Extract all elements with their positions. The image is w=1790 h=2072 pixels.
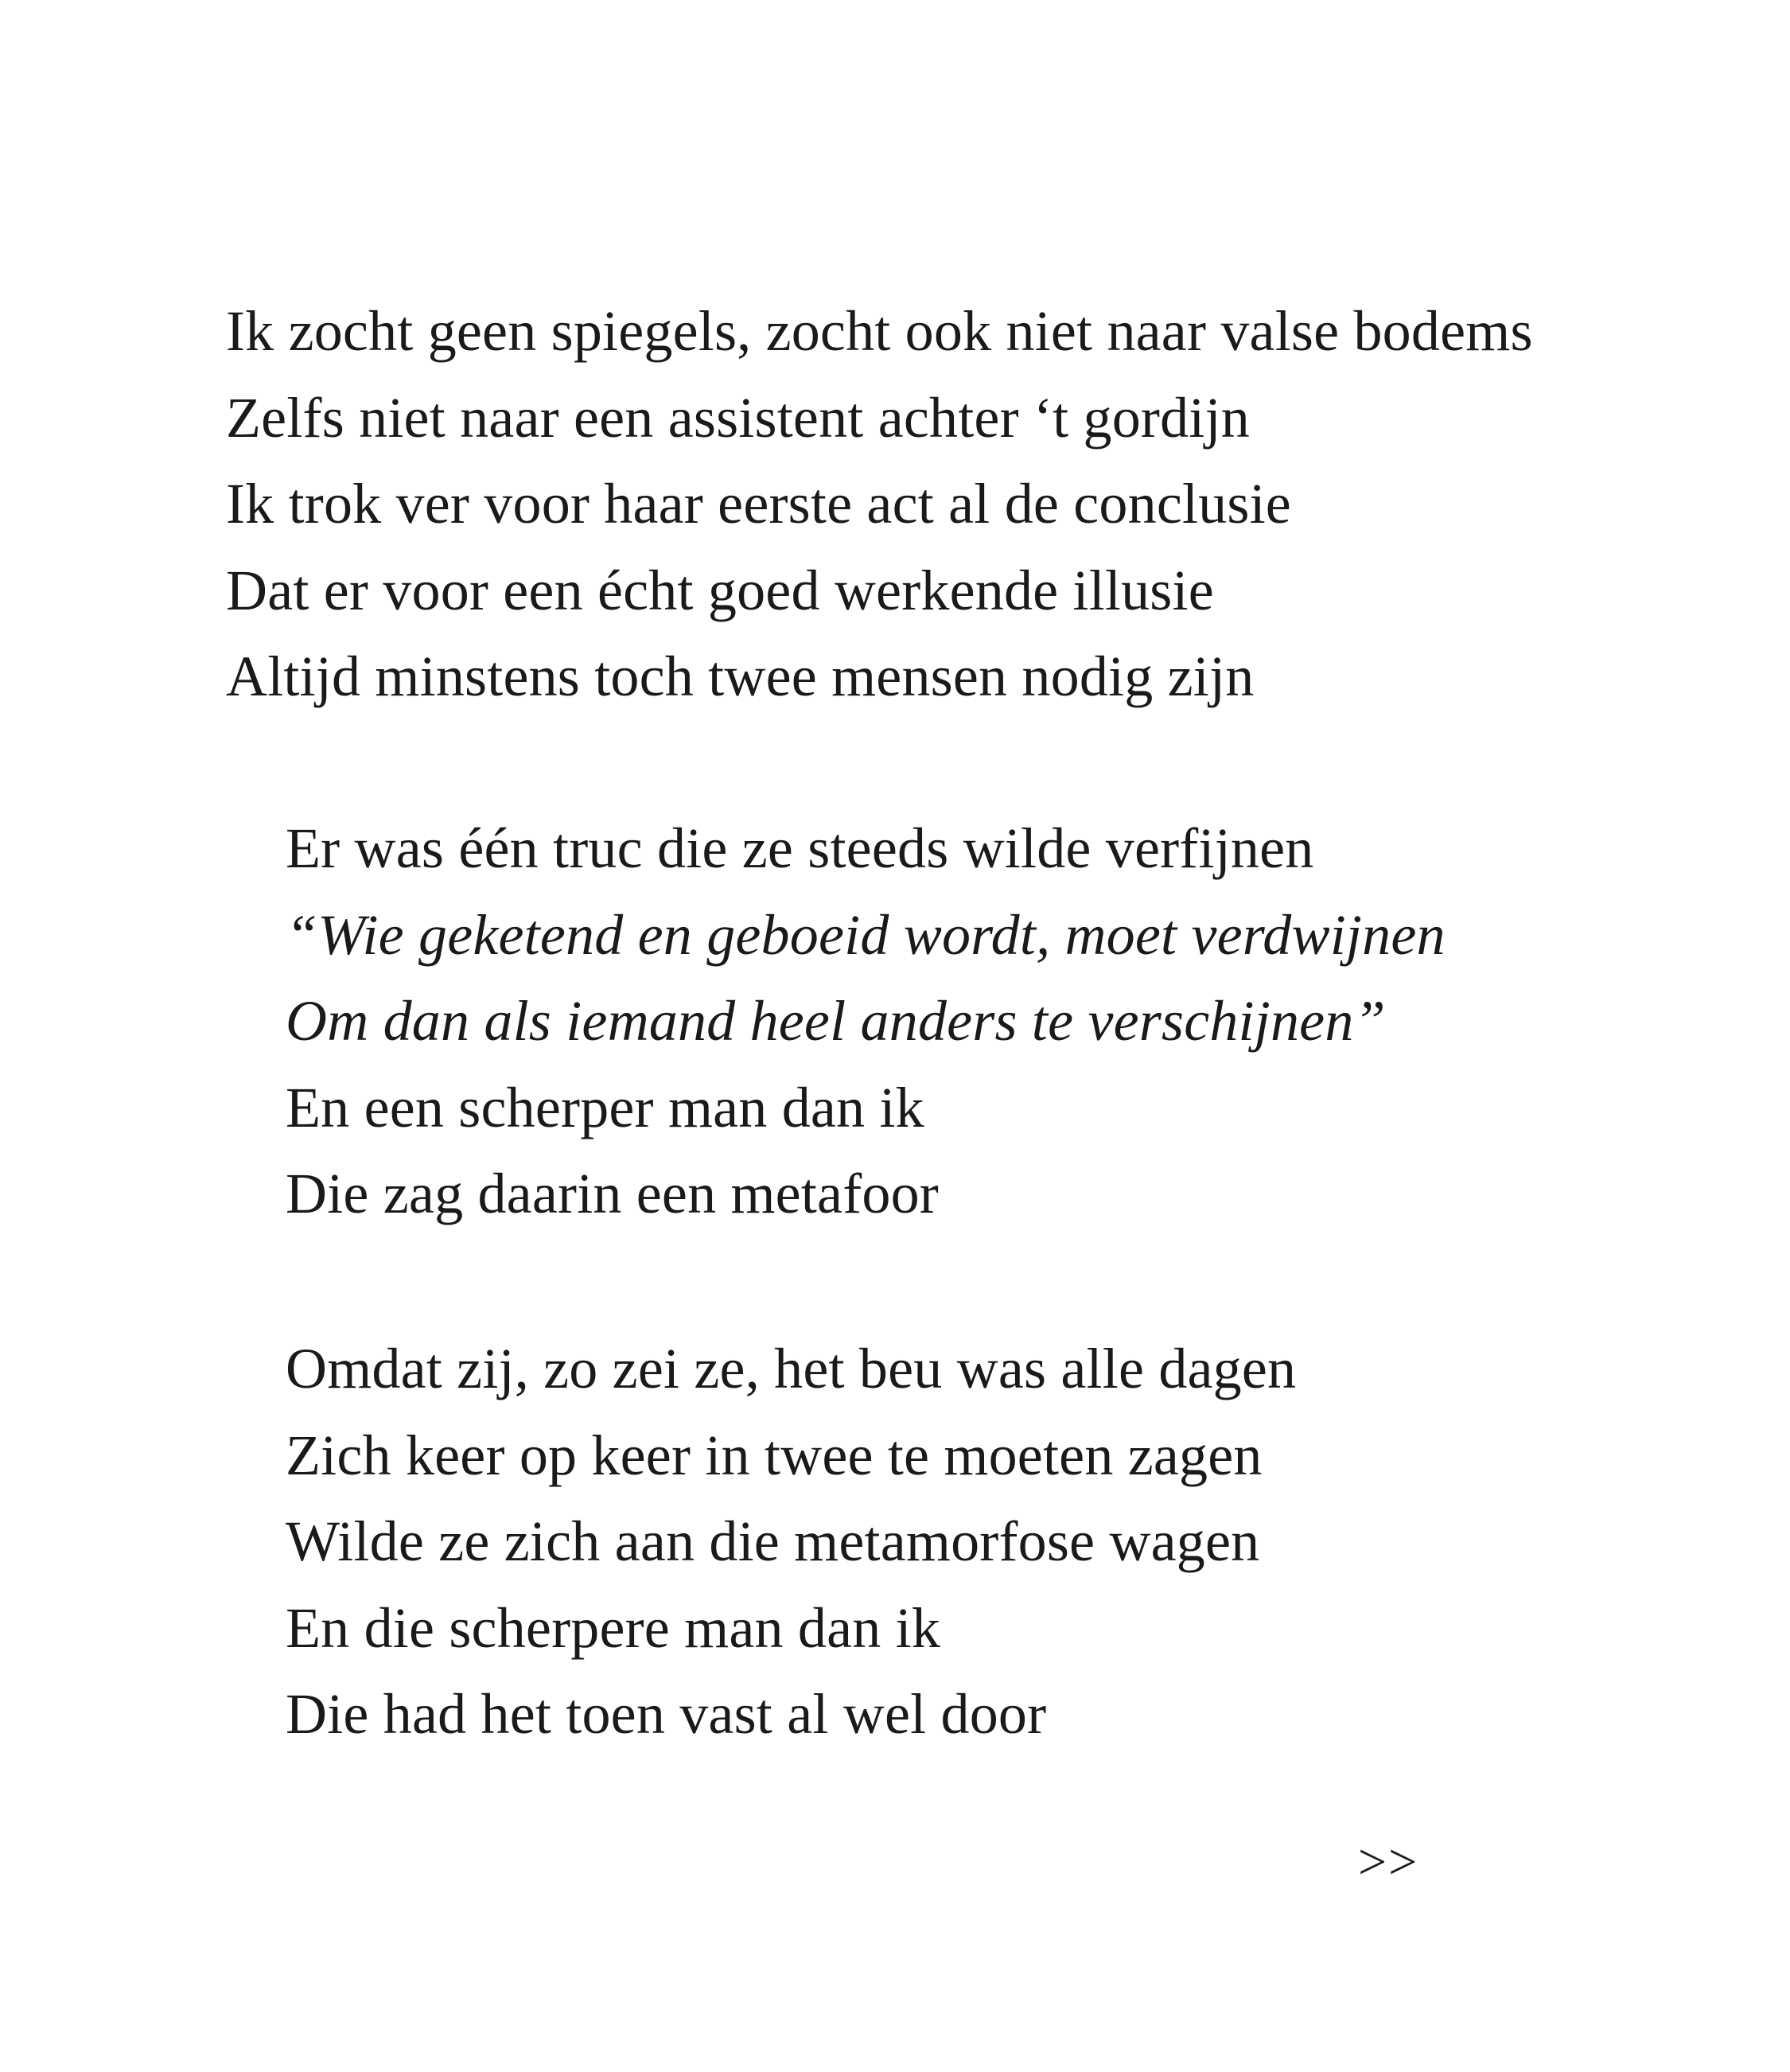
poem-quote-line: “Wie geketend en geboeid wordt, moet verdwijnen: [286, 902, 1446, 967]
poem-line: Zelfs niet naar een assistent achter ‘t gordijn: [226, 385, 1250, 450]
poem-line: Zich keer op keer in twee te moeten zagen: [286, 1423, 1263, 1487]
poem-line: Ik zocht geen spiegels, zocht ook niet naar valse bodems: [226, 299, 1533, 363]
next-page-link[interactable]: >>: [1358, 1833, 1419, 1890]
poem-line: Omdat zij, zo zei ze, het beu was alle dagen: [286, 1337, 1297, 1400]
poem-line: Dat er voor een écht goed werkende illusie: [226, 558, 1214, 622]
poem-line: En een scherper man dan ik: [286, 1075, 924, 1139]
poem-line: Die had het toen vast al wel door: [286, 1682, 1047, 1746]
poem-quote-line: Om dan als iemand heel anders te verschijnen”: [286, 989, 1386, 1053]
poem-line: Wilde ze zich aan die metamorfose wagen: [286, 1509, 1260, 1573]
poem-line: Ik trok ver voor haar eerste act al de conclusie: [226, 472, 1291, 536]
poem-line: Altijd minstens toch twee mensen nodig zijn: [226, 645, 1255, 708]
poem-line: Er was één truc die ze steeds wilde verfijnen: [286, 816, 1314, 880]
poem-line: Die zag daarin een metafoor: [286, 1162, 939, 1225]
stanza-3: [286, 1326, 1296, 1758]
poem-line: En die scherpere man dan ik: [286, 1595, 941, 1660]
stanza-2: [286, 805, 1446, 1237]
stanza-1: [226, 288, 1533, 720]
